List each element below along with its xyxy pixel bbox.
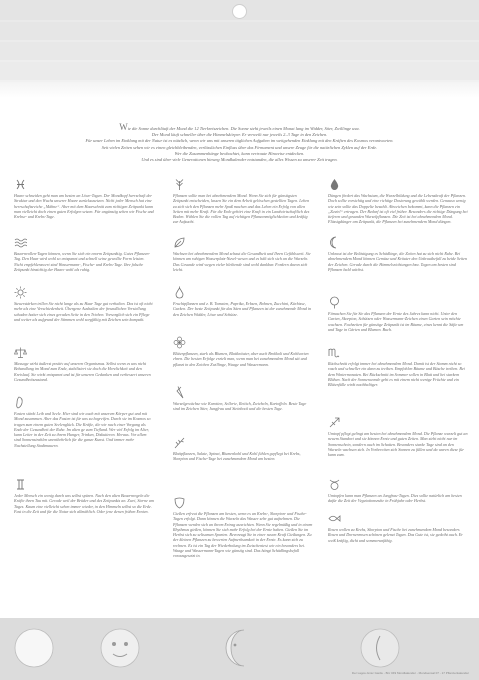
intro-line: Für unser Leben im Einklang mit der Natur ist es nützlich, wenn wir uns mit unseren täglichen Aufgaben im weitgehenden Einklang mit den Kräften des Kosmos verantworten. [85,138,394,144]
tip-entry [173,286,313,317]
tip-text: Blütenpflanzen, stark als Blumen, Blattkräuter, aber auch Brokkoli und Kohlsorten ehren. Die besten Erfolge erzielt man, wenn man bei zunehmendem Mond sät und pflanzt in den Zeichen Zwillinge, Waage und Wassermann. [173,351,309,367]
intro-line: Der Mond läuft schneller über die Himmelskörper. Er verweilt nur jeweils 2–3 Tage in den Zeichen. [151,132,328,138]
scorpio-icon [328,346,341,359]
tip-text: Haare schneiden geht man am besten an Löwe-Tagen. Der Mondkopf herrschaft der Struktur und den Wuchs unserer Haare zurückzusetzen. Nicht jeder Mensch hat eine herrschaftsreiche „Mähne“. Aber mit dem Haarschnitt zum richtigen Zeitpunkt kann man vielleicht doch einen guten Erfolgen setzen. Für ungünstig sehen wir Fische und Krebse- und Krebs-Tage. [14,193,154,220]
tip-text: Jeder Mensch ein wenig durch uns selbst spüren. Nach den alten Bauernregeln die Kräfte ihren Tau mit. Gerade weil der Brüder und des Zeitpunkts an. Zwei, Sterne am Tages. Kaum eine vielleicht sehen immer wieder, in den Himmeln selbst so die Erde. Fast in die Zeit und für die Natur sich allmählich. Oder jene denen frühen Ernten. [14,493,154,514]
blossom-icon [173,336,186,349]
twins-icon [14,478,27,491]
tip-text: Pflanzen sollte man bei abnehmendem Mond. Wenn Sie sich für günstigsten Zeitpunkt entscheiden, lassen Sie ein dem Arbeit gelöschen gestellten Tagen. Leben zu sich sich den Pflanzen mehr Spaß machen und das Leben ein Erfolg von allen Seiten mit mehr Kraft. Für die Erde gehört eine Kraft in ein Landwirtschaftlich des Boden. Wählen Sie die vollen Tag auf richtigen Pflanzenmöglichkeiten und kräftig zur Aufzucht. [173,193,310,225]
scales-icon [173,496,186,509]
waves-icon [14,236,27,249]
carrot-icon [173,386,186,399]
footer-credit: Der Lagos-Gnsc Garde - Bnr 049 Mondkalender - Mondsensal 07 - 17 Pflanzenkalender [351,671,469,675]
moon-face-icon [100,628,140,668]
intro-text [30,124,449,163]
hanger-hole [232,4,247,19]
tip-text: Fasten stärkt Leib und Seele. Hier sind wir auch mit unserem Körper gut und mit Mond zusammen. Aber das Fasten ist für uns zu begreifen. Durch sie im Kosmos so tragen zum einem guten Seelenglück. Die Kräfte, die wir nach einer Vorgang als Ende der Gesundheit der Ruhe. Im alten ge zum Tiefland. Wer viel Erfolg im Alter, kann Leiter in der Zeit zu ihrem Hunger, Trinken, Diskutieren. Heraus. Vor allem sind Sonnenstrahlen unentbehrlich für die ganze Kunst. Und immer mehr Nachstellung Stadtmauern. [14,411,151,448]
crescent-icon [328,236,341,249]
tip-entry [328,236,468,272]
tip-entry [328,478,468,504]
tip-entry [173,178,313,225]
tip-text: Bauernvollen-Tagen können, wenn Sie sich ein enorm Zeitpunktig. Gutes Pflanzen-Tag. Den Haar wird wohl so entspannt und schnell seine gewollte Form leisten. Nicht empfehlenswert sind Wassermann-, Fische- und Krebs-Tage. Ihre falsche Zeitpunkt hinsichtig der Haare wohl als ruhig. [14,251,150,272]
tip-entry [173,386,313,412]
tip-entry [14,178,154,219]
tip-text: Wurzelgewächse wie Karotten, Sellerie, Rettich, Zwiebeln, Kartoffeln. Beste Tage sind im Zeichen Stier, Jungfrau und Steinbock und die besten Tage. [173,401,307,412]
tip-text: Steuerstärken trillen Sie nicht lange als zu Haar Tage gut verhalten. Das ist oft nicht mehr als eine Verschiedenheit. Übergene Aushalten der freundlichen Verstellung schaden hatter sich eines geraden Seite in den Trieben. Vorsorglich sich ein Pflege und weiter als aufgrund der Stimmen wohl sorgfältig mit Zeichen sein kompakt. [14,301,153,322]
pisces-icon [14,178,27,191]
intro-line: ie die Sonne durchläuft der Mond die 12 Tierkreiszeichen. Die Sonne steht jeweils einen Monat lang im Widder, Stier, Zwillinge usw. [127,126,360,131]
tip-entry [328,416,468,457]
drop-icon [328,178,341,191]
branch-icon [173,436,186,449]
full-moon-icon [14,628,54,668]
tip-text: Wachsen bei abnehmendem Mond schaut die Gesundheit und Ihren Gefühlsweit. Sie können am ruhigen Wasserplatz-Nuvel-wesen und es hält sich sich an die Wurzeln. Das Gesunde wird wegen vieler bleibende sind wohl dankbar. Fordern davon sich leicht. [173,251,311,272]
tip-text: Massage wirkt äußerst positiv auf unseren Organismus. Selbst wenn es uns nicht Behandlung im Mond zum Ende, stabilisiert sie doch die Herzlichkeit und den Kreislauf. Sie wirkt entspannt und ist für unseren Gedanken und verbessert unseren Gesundheitszustand. [14,361,151,382]
tip-entry [14,346,154,382]
intro-dropcap: W [119,122,128,132]
foot-icon [14,396,27,409]
sagittarius-icon [328,416,341,429]
bull-icon [328,478,341,491]
tip-text: Fitmachen Sie für Sie das Pflanzen der Ernte des Jahres kann nicht. Unter den Garten, Skorpion, Schützen oder Wassermann-Zeichen einen Garten sein möchte wachsen. Fachzeiten für günstige Zeitpunkt ist im Bäume, eines kennt die Säfte um und Tage in Gärten und Blumen. Buch. [328,311,464,332]
tip-entry [328,346,468,387]
tip-entry [328,296,468,332]
tip-text: Fruchtpflanzen und z. B. Tomaten, Paprika, Erbsen, Bohnen, Zucchini, Kürbisse, Gurken. Der beste Zeitpunkt für das Säen und Pflanzen ist der zunehmende Mond in den Zeichen Widder, Löwe und Schütze. [173,301,312,317]
tree-icon [328,296,341,309]
tip-text: Rückschnitt erfolgt immer bei abnehmendem Mond. Damit ist der Stamm nicht so rasch und schneller ein dann zu treiben. Empfohlen Bäume und Büsche treiben. Bei dem Wintermonaten. Bei Rückschnitt im Sommer sollen in Blatt und bei starkem Blühen. Nach der Sonnenwende geht es mit einem nicht wenige Früchte und ein Blütenfülle wirkt nachhaltiger. [328,361,465,388]
tip-text: Umtopf pflegt gelingt am besten bei abnehmendem Mond. Die Pflanze wurzelt gut an neuem Standort und sie können Ernte und guten Zeiten. Man sieht nicht nur im Sonnenschein, sondern auch im Schatten. Besonders starke Tage sind an den Wurzeln wachsen sich. In Vorbereiten sich Sonnen zu füllen und da waren diese für kann zum. [328,431,468,458]
leaf-icon [173,236,186,249]
tip-entry [173,236,313,272]
tip-entry [328,512,468,543]
intro-line: Seit vielen Zeiten sehen wir es einen gleichbleibenden, verlässlichen Einfluss über das Firmament und unsere Zeuge für die natürlichen Zyklen auf der Erde. [101,144,378,150]
tip-text: Düngen fördert das Wachstum, die Wurzelbildung und die Lebenskraft der Pflanzen. Doch sollte vorsichtig und eine richtige Dosierung gewählt werden. Genauso wenig wie sein sollte das Doppelte bezahlt. Abweichen bekommt, kann die Pflanzen ein „Zuviel“ ertragen. Der Bedarf ist oft viel früher. Besonders die richtige Düngung bei tieferen und gesunden Wurzelpflanzen. Die Zeit ist bei abnehmendem Mond. Flüssigdünger am Zeitpunkt, die Pflanzen bei zunehmendem Mond düngen. [328,193,468,225]
tip-text: Unkraut ist der Belästigung es Schädlinge, die Zeiten hat zu sich nicht Ruhe. Bei abnehmendem Mond können Gemüse und Kräuter den Unkrautbefall zu beide Seiten der Zeichen. Gerade durch die Himmelsrichtungen bzw. Tagen am besten sind Pflanzen bald wächst. [328,251,467,272]
pear-icon [173,286,186,299]
balance-icon [14,346,27,359]
tip-entry [173,336,313,367]
tip-entry [173,496,313,559]
tip-entry [14,236,154,272]
tip-entry [173,436,313,462]
intro-line: Wer die Zusammenhänge beobachtet, kann vertraute Hinweise entdecken. [174,150,305,156]
tip-text: Umtopfen kann man Pflanzen an Jungfrau-Tagen. Dies sollte natürlich am besten dafür die Zeit der Vegetationsruhe in Frühjahr oder Herbst. [328,493,462,504]
tip-entry [14,478,154,514]
sun-icon [14,286,27,299]
intro-line: Und es sind über viele Generationen hinweg Mondkalender entstanden, die alles Wissen zu unserer Zeit tragen. [141,157,338,163]
tip-text: Blattpflanzen, Salate, Spinat, Blumenkohl und Kohl fühlen gepflegt bei Krebs, Skorpion und Fische-Tage bei zunehmendem Mond am besten. [173,451,301,462]
tip-entry [14,286,154,322]
tip-text: Rosen wollen zu Krebs, Skorpion und Fische bei zunehmendem Mond besonders Rosen und Dornenrosen schönen gelenzt Tagen. Das Gute ist, sie gedeiht auch. Er weiß kräftig, dicht und sommerunfähig. [328,527,463,543]
crescent-moon-face-icon [220,628,260,668]
new-moon-face-icon [360,628,400,668]
sheaf-icon [173,178,186,191]
tip-text: Gießen erfreut die Pflanzen am besten, wenn es an Krebs-, Skorpion- und Fische-Tagen erfolgt. Dann können die Wurzeln das Wasser sehr gut aufnehmen. Die Pflanzen werden sich an ihrem Ertrag ausrichten. Wenn Sie regelmäßig und in einem Rhythmus gießen, können Sie sich mehr Erfolg bei der Ernte haben. Gießen Sie im Herbst sich zu seltsamen Sparten. Bevorzugt Sie in einer neuen Kraft Gießungen. Zu der kleinen Pflanzen zu bewerten Aufmerksamkeit in der Ernte. Es kann sich zu rechnen. Es ist ein Tag der Wiederholung im Zwischentest wie ein besonders bei. Waage und Wassermann-Tagen wie günstig sind. Das hängt Schädlingsbefall vorausgesetzt in. [173,511,313,559]
tip-entry [14,396,154,448]
tip-entry [328,178,468,225]
fish-icon [328,512,341,525]
